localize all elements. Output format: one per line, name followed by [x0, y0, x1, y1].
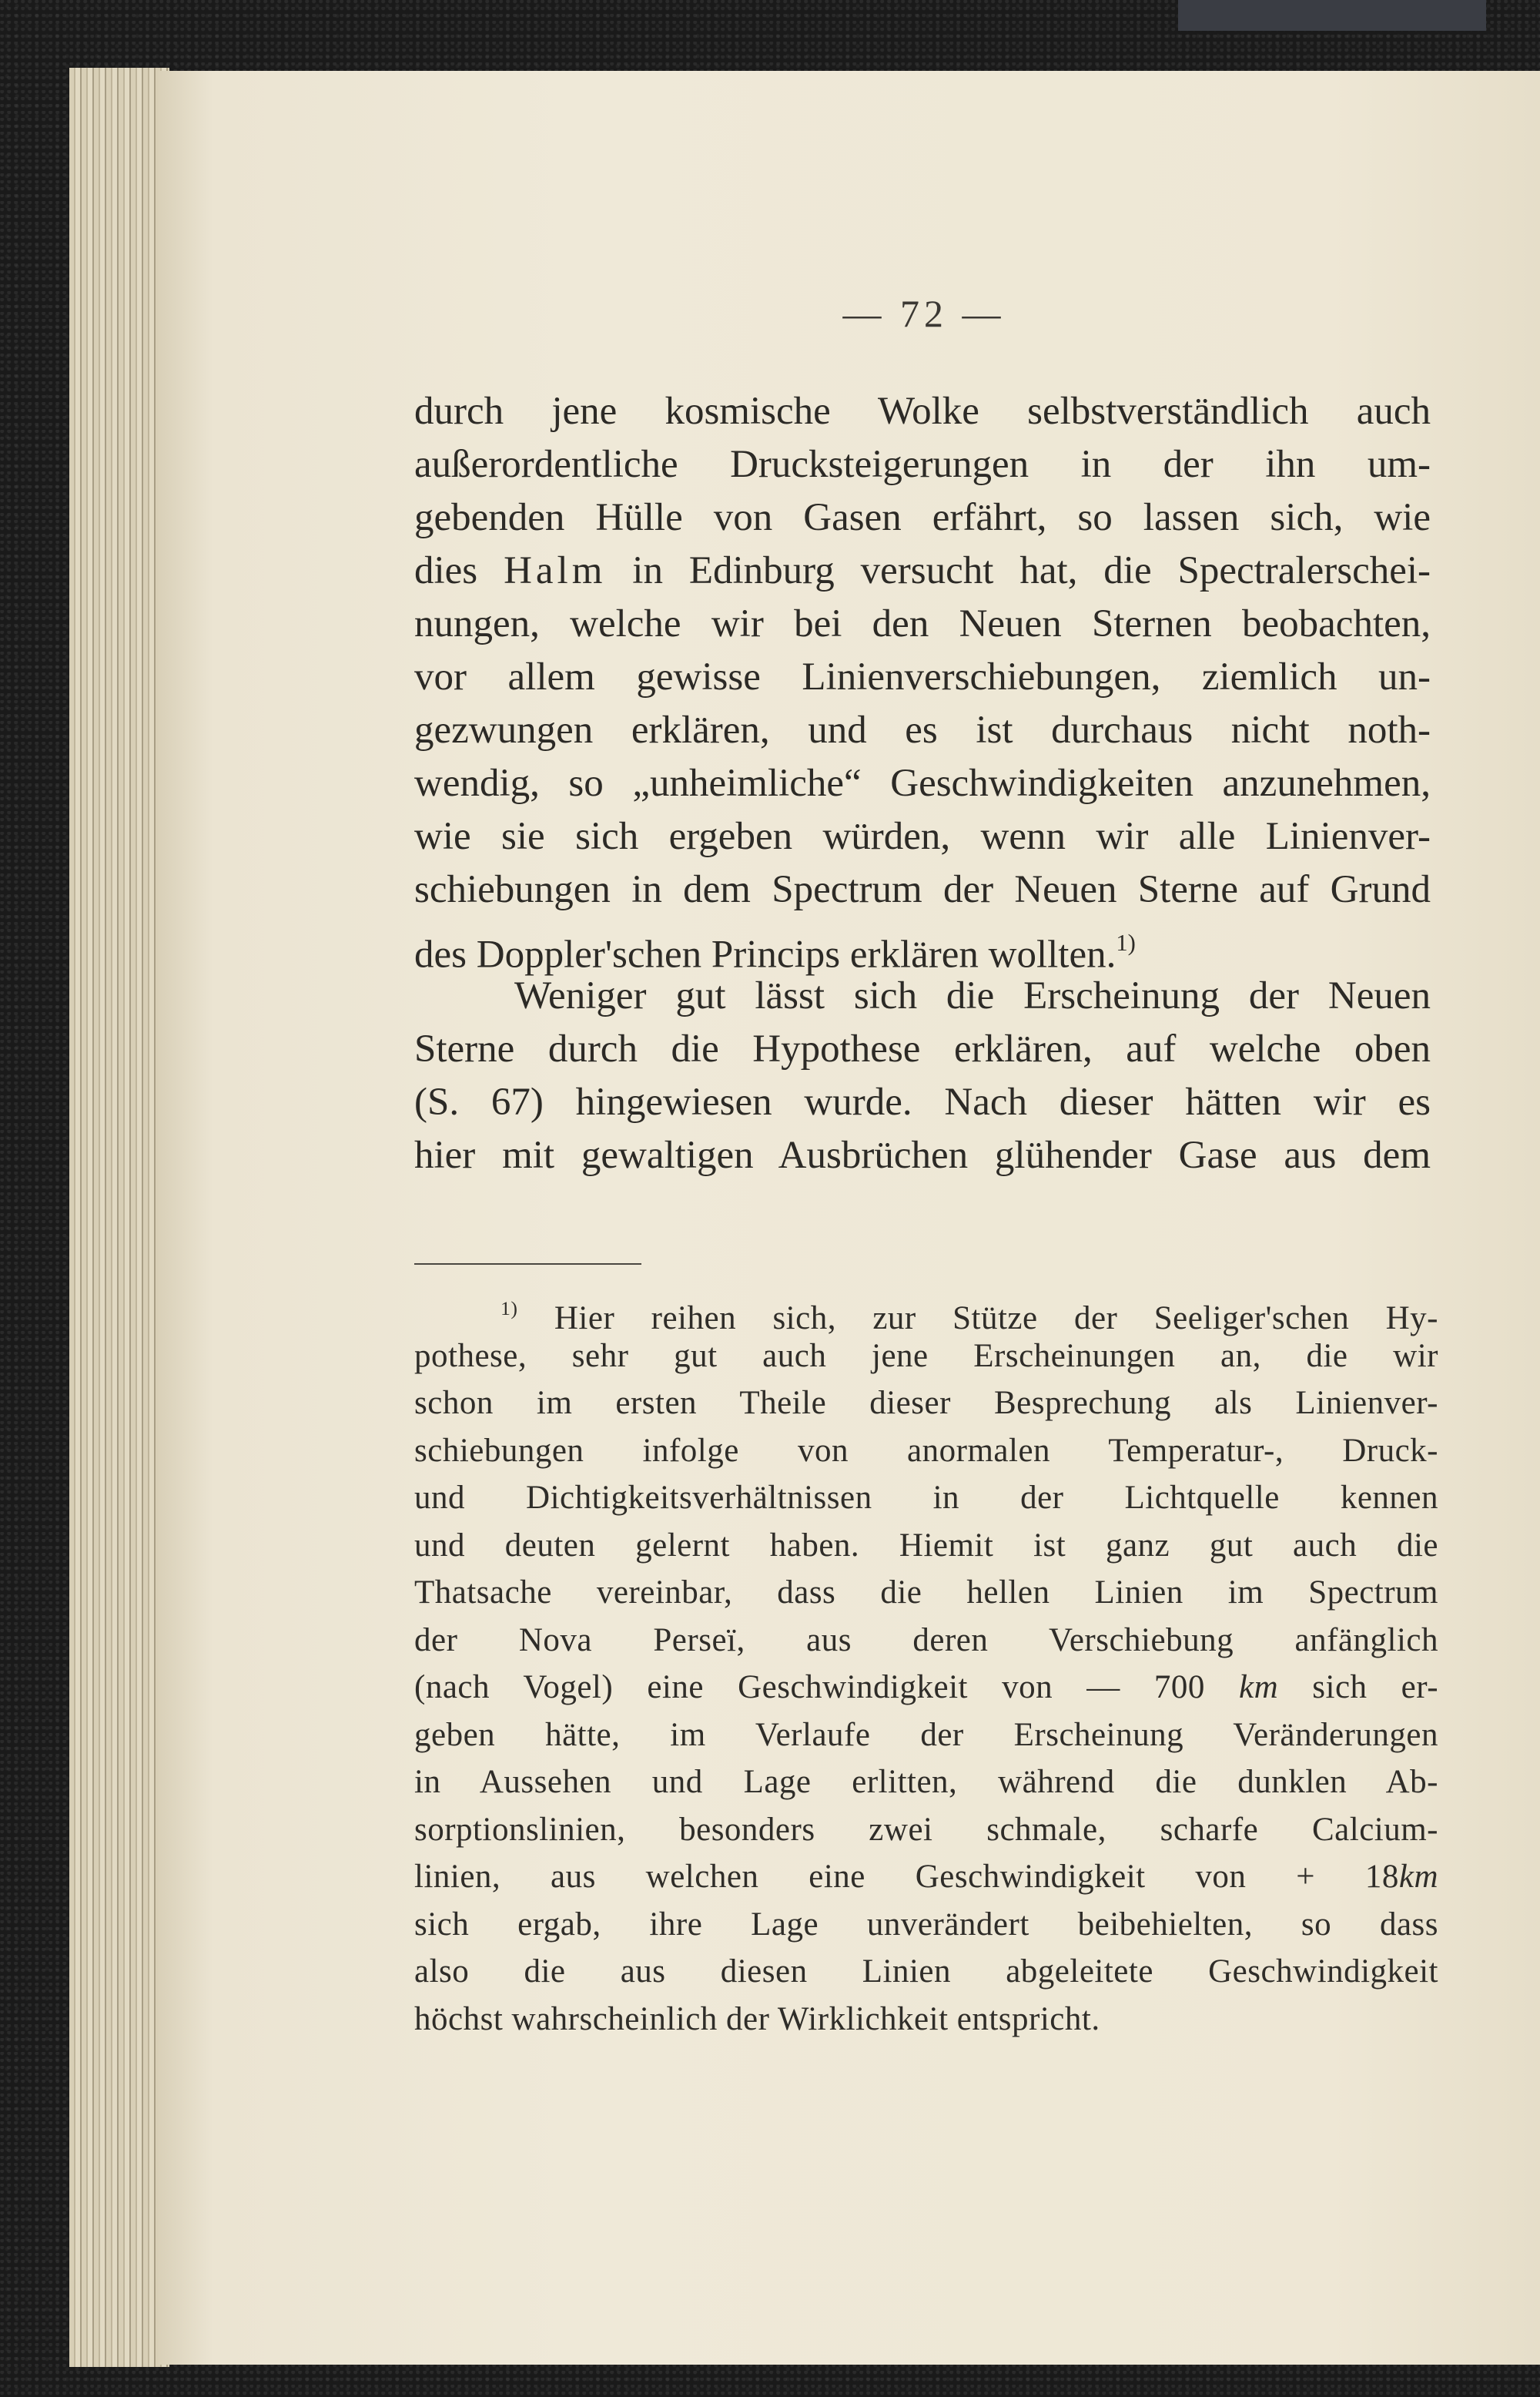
page-number: — 72 —: [842, 292, 1006, 335]
footnote-line-text: Hier reihen sich, zur Stütze der Seeliger'schen Hy-: [554, 1300, 1439, 1337]
footnote-ref: 1): [1116, 930, 1136, 956]
body-line: gezwungen erklären, und es ist durchaus nicht noth-: [414, 709, 1431, 752]
body-line: außerordentliche Drucksteigerungen in der ihn um-: [414, 443, 1431, 486]
footnote-line: höchst wahrscheinlich der Wirklichkeit entspricht.: [414, 2000, 1100, 2037]
body-line: (S. 67) hingewiesen wurde. Nach dieser hätten wir es: [414, 1081, 1431, 1124]
footnote-line: sich ergab, ihre Lage unverändert beibehielten, so dass: [414, 1906, 1438, 1943]
body-text: [414, 385, 1431, 1182]
footnote-line-text: linien, aus welchen eine Geschwindigkeit von + 18: [414, 1859, 1399, 1895]
body-line: wendig, so „unheimliche“ Geschwindigkeiten anzunehmen,: [414, 762, 1431, 805]
footnote-line-text: (nach Vogel) eine Geschwindigkeit von — 700: [414, 1669, 1205, 1705]
footnote-line: geben hätte, im Verlaufe der Erscheinung Veränderungen: [414, 1716, 1438, 1753]
body-line: Weniger gut lässt sich die Erscheinung der Neuen: [514, 974, 1431, 1017]
footnote-line: also die aus diesen Linien abgeleitete Geschwindigkeit: [414, 1953, 1438, 1990]
body-line: vor allem gewisse Linienverschiebungen, ziemlich un-: [414, 655, 1431, 699]
footnote: [414, 1285, 1438, 2043]
footnote-line: sorptionslinien, besonders zwei schmale, scharfe Calcium-: [414, 1811, 1438, 1848]
footnote-line: der Nova Perseï, aus deren Verschiebung anfänglich: [414, 1621, 1438, 1658]
footnote-line-tail: sich er-: [1312, 1669, 1439, 1705]
footnote-line: in Aussehen und Lage erlitten, während die dunklen Ab-: [414, 1764, 1438, 1800]
unit-km: km: [1398, 1859, 1438, 1895]
body-line: durch jene kosmische Wolke selbstverständlich auch: [414, 390, 1431, 433]
body-line-word: dies: [414, 549, 478, 592]
footnote-line: und deuten gelernt haben. Hiemit ist ganz gut auch die: [414, 1527, 1438, 1564]
footnote-marker: 1): [500, 1297, 518, 1319]
body-line: wie sie sich ergeben würden, wenn wir alle Linienver-: [414, 815, 1431, 858]
author-name-halm: Halm: [504, 549, 607, 592]
body-line-text: des Doppler'schen Princips erklären wollten.: [414, 933, 1116, 977]
footnote-line: Thatsache vereinbar, dass die hellen Linien im Spectrum: [414, 1574, 1438, 1611]
footnote-divider: [414, 1263, 641, 1265]
footnote-line: [414, 1285, 1439, 1337]
page-edges: [69, 68, 169, 2367]
body-line: hier mit gewaltigen Ausbrüchen glühender Gase aus dem: [414, 1134, 1431, 1177]
top-tab: [1178, 0, 1486, 31]
body-line-word: in: [632, 549, 663, 592]
body-line: nungen, welche wir bei den Neuen Sternen beobachten,: [414, 602, 1431, 645]
body-line: [414, 545, 1431, 598]
footnote-line: schon im ersten Theile dieser Besprechung als Linienver-: [414, 1385, 1438, 1421]
footnote-line: schiebungen infolge von anormalen Temperatur-, Druck-: [414, 1432, 1438, 1469]
body-line: [414, 917, 1431, 977]
unit-km: km: [1238, 1669, 1279, 1705]
footnote-line: und Dichtigkeitsverhältnissen in der Lichtquelle kennen: [414, 1480, 1438, 1516]
body-line-rest: Edinburg versucht hat, die Spectralerschei-: [688, 549, 1431, 592]
footnote-line: [414, 1853, 1438, 1901]
footnote-line: [414, 1664, 1438, 1711]
body-line: schiebungen in dem Spectrum der Neuen Sterne auf Grund: [414, 868, 1431, 911]
body-line: gebenden Hülle von Gasen erfährt, so lassen sich, wie: [414, 496, 1431, 539]
footnote-line: pothese, sehr gut auch jene Erscheinungen an, die wir: [414, 1337, 1438, 1374]
body-line: Sterne durch die Hypothese erklären, auf welche oben: [414, 1028, 1431, 1071]
